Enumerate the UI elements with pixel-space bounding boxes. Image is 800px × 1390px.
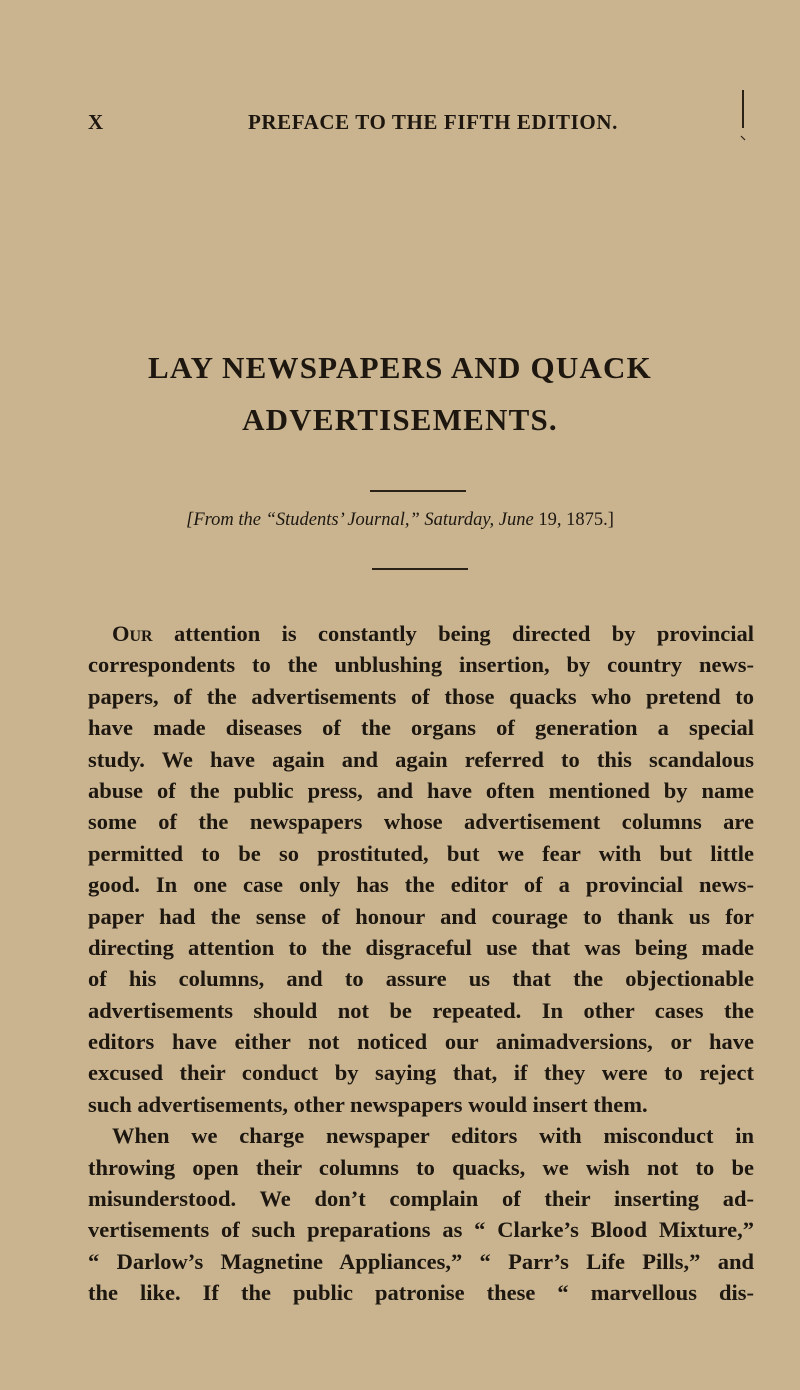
paragraph-1-line: study. We have again and again referred to this scandalous — [88, 746, 754, 772]
paragraph-1-line: some of the newspapers whose advertisement columns are — [88, 809, 754, 835]
divider-rule-top — [370, 490, 466, 492]
paragraph-1-line: correspondents to the unblushing insertion, by country news- — [88, 652, 754, 678]
drop-word: Our — [112, 621, 153, 646]
paragraph-1-line: excused their conduct by saying that, if they were to reject — [88, 1060, 754, 1086]
paragraph-1-line: good. In one case only has the editor of a provincial news- — [88, 872, 754, 898]
paragraph-1-line: have made diseases of the organs of generation a special — [88, 715, 754, 741]
page-number: X — [88, 110, 104, 134]
paragraph-2-line: throwing open their columns to quacks, we wish not to be — [88, 1154, 754, 1180]
body-text — [88, 618, 754, 1309]
source-date: 19, 1875.] — [533, 510, 614, 530]
paragraph-1-line: abuse of the public press, and have often mentioned by name — [88, 777, 754, 803]
paragraph-2-line: the like. If the public patronise these “ marvellous dis- — [88, 1280, 754, 1306]
paragraph-2-line: vertisements of such preparations as “ Clarke’s Blood Mixture,” — [88, 1217, 754, 1243]
paragraph-1-line: permitted to be so prostituted, but we fear with but little — [88, 840, 754, 866]
source-mid: ” Saturday, June — [409, 510, 534, 530]
paragraph-1-line: directing attention to the disgraceful use that was being made — [88, 934, 754, 960]
paragraph-2-line: misunderstood. We don’t complain of their inserting ad- — [88, 1186, 754, 1212]
divider-rule-bottom — [372, 568, 468, 570]
paragraph-1-line: papers, of the advertisements of those quacks who pretend to — [88, 683, 754, 709]
source-prefix: [From the “ — [186, 510, 276, 530]
paragraph-2-line: When we charge newspaper editors with misconduct in — [112, 1123, 754, 1149]
paragraph-1-line: Our attention is constantly being directed by provincial — [112, 621, 754, 646]
article-title-line-1: LAY NEWSPAPERS AND QUACK — [148, 350, 652, 385]
paragraph-1-line: editors have either not noticed our animadversions, or have — [88, 1029, 754, 1055]
paragraph-1-line: such advertisements, other newspapers would insert them. — [88, 1091, 648, 1117]
running-title: PREFACE TO THE FIFTH EDITION. — [247, 110, 618, 134]
source-journal: Students’ Journal, — [275, 510, 410, 530]
article-title-line-2: ADVERTISEMENTS. — [242, 402, 558, 437]
paragraph-1-line: of his columns, and to assure us that the objectionable — [88, 966, 754, 992]
running-head — [88, 104, 748, 140]
paragraph-2-line: “ Darlow’s Magnetine Appliances,” “ Parr’s Life Pills,” and — [88, 1248, 754, 1274]
paragraph-1-line: paper had the sense of honour and courage to thank us for — [88, 903, 754, 929]
margin-mark-icon — [738, 88, 748, 148]
source-citation — [0, 510, 800, 531]
paragraph-1-line: advertisements should not be repeated. In other cases the — [88, 997, 754, 1023]
